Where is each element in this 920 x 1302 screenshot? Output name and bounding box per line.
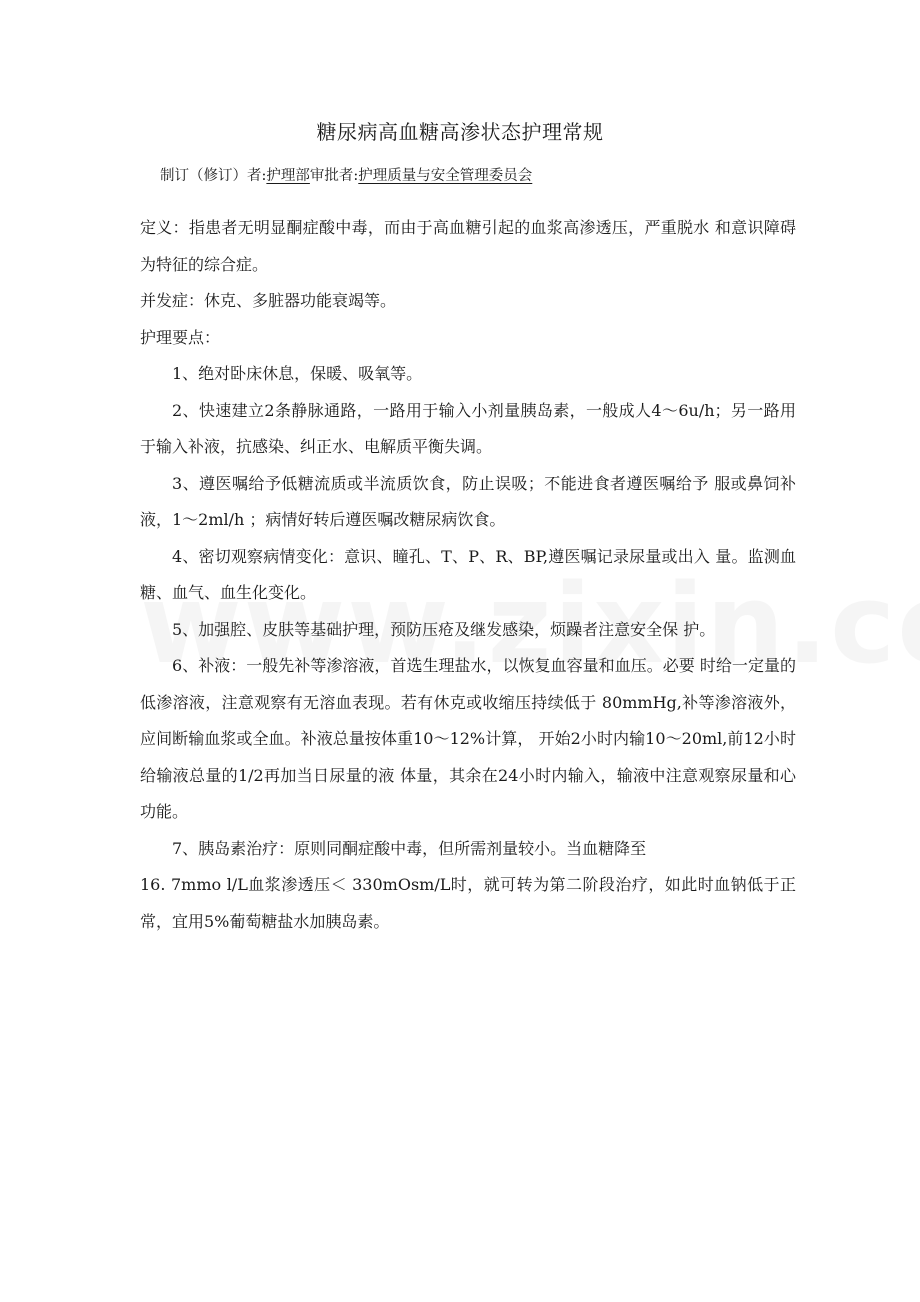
- key-points-heading: 护理要点：: [140, 327, 221, 347]
- key-point-4: 4、密切观察病情变化：意识、瞳孔、T、P、R、BP,遵医嘱记录尿量或出入 量。监测血糖、血气、血生化变化。: [140, 546, 796, 602]
- key-point-6: 6、补液：一般先补等渗溶液，首选生理盐水，以恢复血容量和血压。必要 时给一定量的低渗溶液，注意观察有无溶血表现。若有休克或收缩压持续低于 80mmHg,补等渗溶液外，应间断输血浆或全血。补液总量按体重10～12%计算， 开始2小时内输10～20ml,前12小时给输液总量的1/2再加当日尿量的液 体量，其余在24小时内输入，输液中注意观察尿量和心功能。: [140, 656, 796, 821]
- key-point-1: 1、绝对卧床休息，保暖、吸氧等。: [172, 364, 423, 383]
- key-point-3: 3、遵医嘱给予低糖流质或半流质饮食，防止误吸；不能进食者遵医嘱给予 服或鼻饲补液，1～2ml/h ；病情好转后遵医嘱改糖尿病饮食。: [140, 473, 796, 529]
- approver-label: 审批者:: [309, 168, 359, 184]
- author-label: 制订（修订）者:: [160, 168, 267, 184]
- definition-paragraph: 定义：指患者无明显酮症酸中毒，而由于高血糖引起的血浆高渗透压，严重脱水 和意识障碍为特征的综合症。: [140, 218, 796, 274]
- key-point-7: 7、胰岛素治疗：原则同酮症酸中毒，但所需剂量较小。当血糖降至: [172, 838, 647, 858]
- document-meta: [160, 164, 532, 185]
- key-point-2: 2、快速建立2条静脉通路，一路用于输入小剂量胰岛素，一般成人4～6u/h；另一路用于输入补液，抗感染、纠正水、电解质平衡失调。: [140, 400, 796, 456]
- document-body: [140, 210, 796, 940]
- author-value: 护理部: [266, 168, 310, 184]
- complications-paragraph: 并发症：休克、多脏器功能衰竭等。: [140, 291, 397, 310]
- document-title: 糖尿病高血糖高渗状态护理常规: [316, 120, 604, 144]
- key-point-5: 5、加强腔、皮肤等基础护理，预防压疮及继发感染，烦躁者注意安全保 护。: [172, 619, 716, 639]
- continuation-paragraph: 16. 7mmo l/L血浆渗透压＜ 330mOsm/L时，就可转为第二阶段治疗，如此时血钠低于正常，宜用5%葡萄糖盐水加胰岛素。: [140, 875, 796, 931]
- approver-value: 护理质量与安全管理委员会: [358, 168, 533, 184]
